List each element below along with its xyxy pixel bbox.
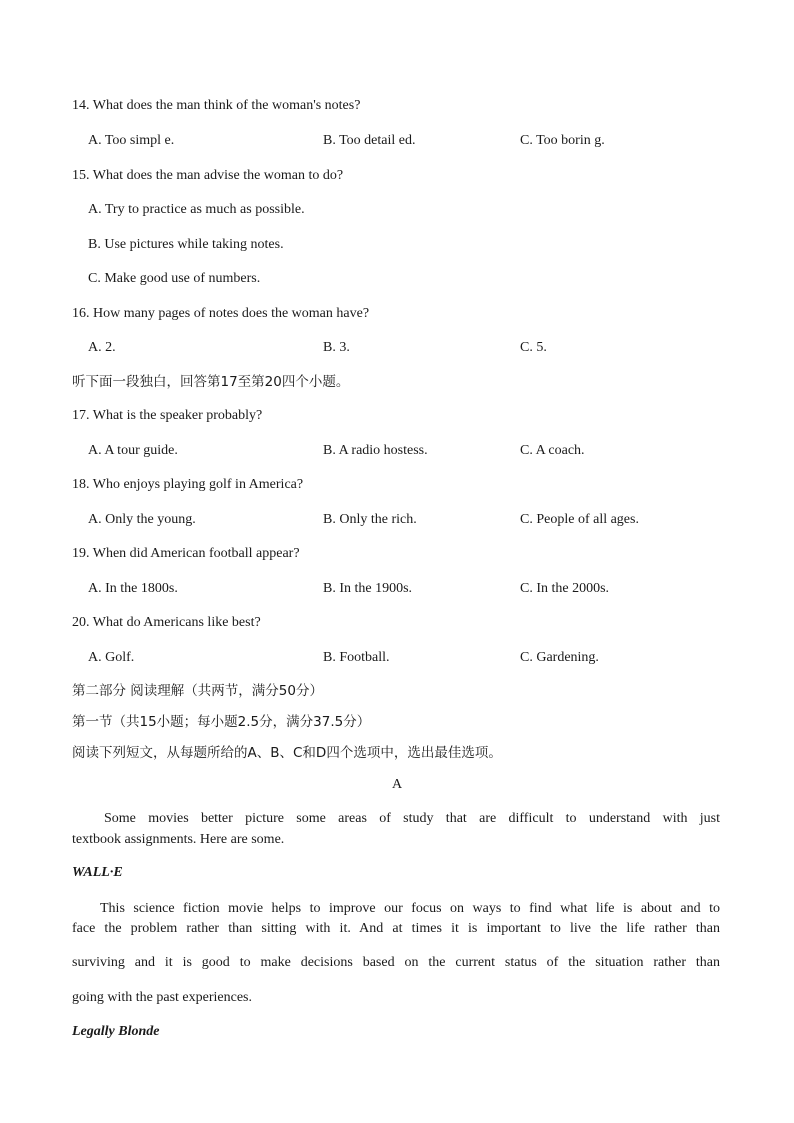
question-17: 17. What is the speaker probably? xyxy=(72,408,263,423)
question-15: 15. What does the man advise the woman to do? xyxy=(72,168,344,183)
question-16: 16. How many pages of notes does the woman have? xyxy=(72,306,370,321)
q15-option-c: C. Make good use of numbers. xyxy=(88,271,261,286)
q15-option-b: B. Use pictures while taking notes. xyxy=(88,237,284,252)
question-18: 18. Who enjoys playing golf in America? xyxy=(72,477,304,492)
part2-heading: 第二部分 阅读理解（共两节，满分50分） xyxy=(72,683,323,699)
question-20: 20. What do Americans like best? xyxy=(72,615,261,630)
movie1-title: WALL·E xyxy=(72,865,123,880)
q14-option-b: B. Too detail ed. xyxy=(323,133,416,148)
movie1-line2: face the problem rather than sitting with it. And at times it is important to live the life rather than xyxy=(72,921,720,936)
q17-option-a: A. A tour guide. xyxy=(88,443,178,458)
q16-option-c: C. 5. xyxy=(520,340,547,355)
q16-option-b: B. 3. xyxy=(323,340,350,355)
passage-intro-line1: Some movies better picture some areas of study that are difficult to understand with just xyxy=(104,811,720,826)
q19-option-b: B. In the 1900s. xyxy=(323,581,413,596)
q20-option-b: B. Football. xyxy=(323,650,390,665)
question-14: 14. What does the man think of the woman's notes? xyxy=(72,98,361,113)
monologue-instruction: 听下面一段独白，回答第17至第20四个小题。 xyxy=(72,374,350,390)
section1-heading: 第一节（共15小题；每小题2.5分，满分37.5分） xyxy=(72,714,371,730)
q15-option-a: A. Try to practice as much as possible. xyxy=(88,202,305,217)
q20-option-a: A. Golf. xyxy=(88,650,135,665)
q18-option-c: C. People of all ages. xyxy=(520,512,639,527)
passage-label: A xyxy=(391,777,403,792)
q19-option-a: A. In the 1800s. xyxy=(88,581,178,596)
q18-option-b: B. Only the rich. xyxy=(323,512,417,527)
q14-option-a: A. Too simpl e. xyxy=(88,133,175,148)
passage-intro-line2: textbook assignments. Here are some. xyxy=(72,832,285,847)
movie1-line4: going with the past experiences. xyxy=(72,990,253,1005)
q17-option-b: B. A radio hostess. xyxy=(323,443,428,458)
q17-option-c: C. A coach. xyxy=(520,443,585,458)
reading-instruction: 阅读下列短文，从每题所给的A、B、C和D四个选项中，选出最佳选项。 xyxy=(72,745,502,761)
q14-option-c: C. Too borin g. xyxy=(520,133,605,148)
q20-option-c: C. Gardening. xyxy=(520,650,599,665)
q16-option-a: A. 2. xyxy=(88,340,116,355)
question-19: 19. When did American football appear? xyxy=(72,546,300,561)
q18-option-a: A. Only the young. xyxy=(88,512,196,527)
movie2-title: Legally Blonde xyxy=(72,1024,160,1039)
q19-option-c: C. In the 2000s. xyxy=(520,581,610,596)
movie1-line1: This science fiction movie helps to improve our focus on ways to find what life is about and to xyxy=(100,901,720,916)
movie1-line3: surviving and it is good to make decisions based on the current status of the situation rather than xyxy=(72,955,720,970)
